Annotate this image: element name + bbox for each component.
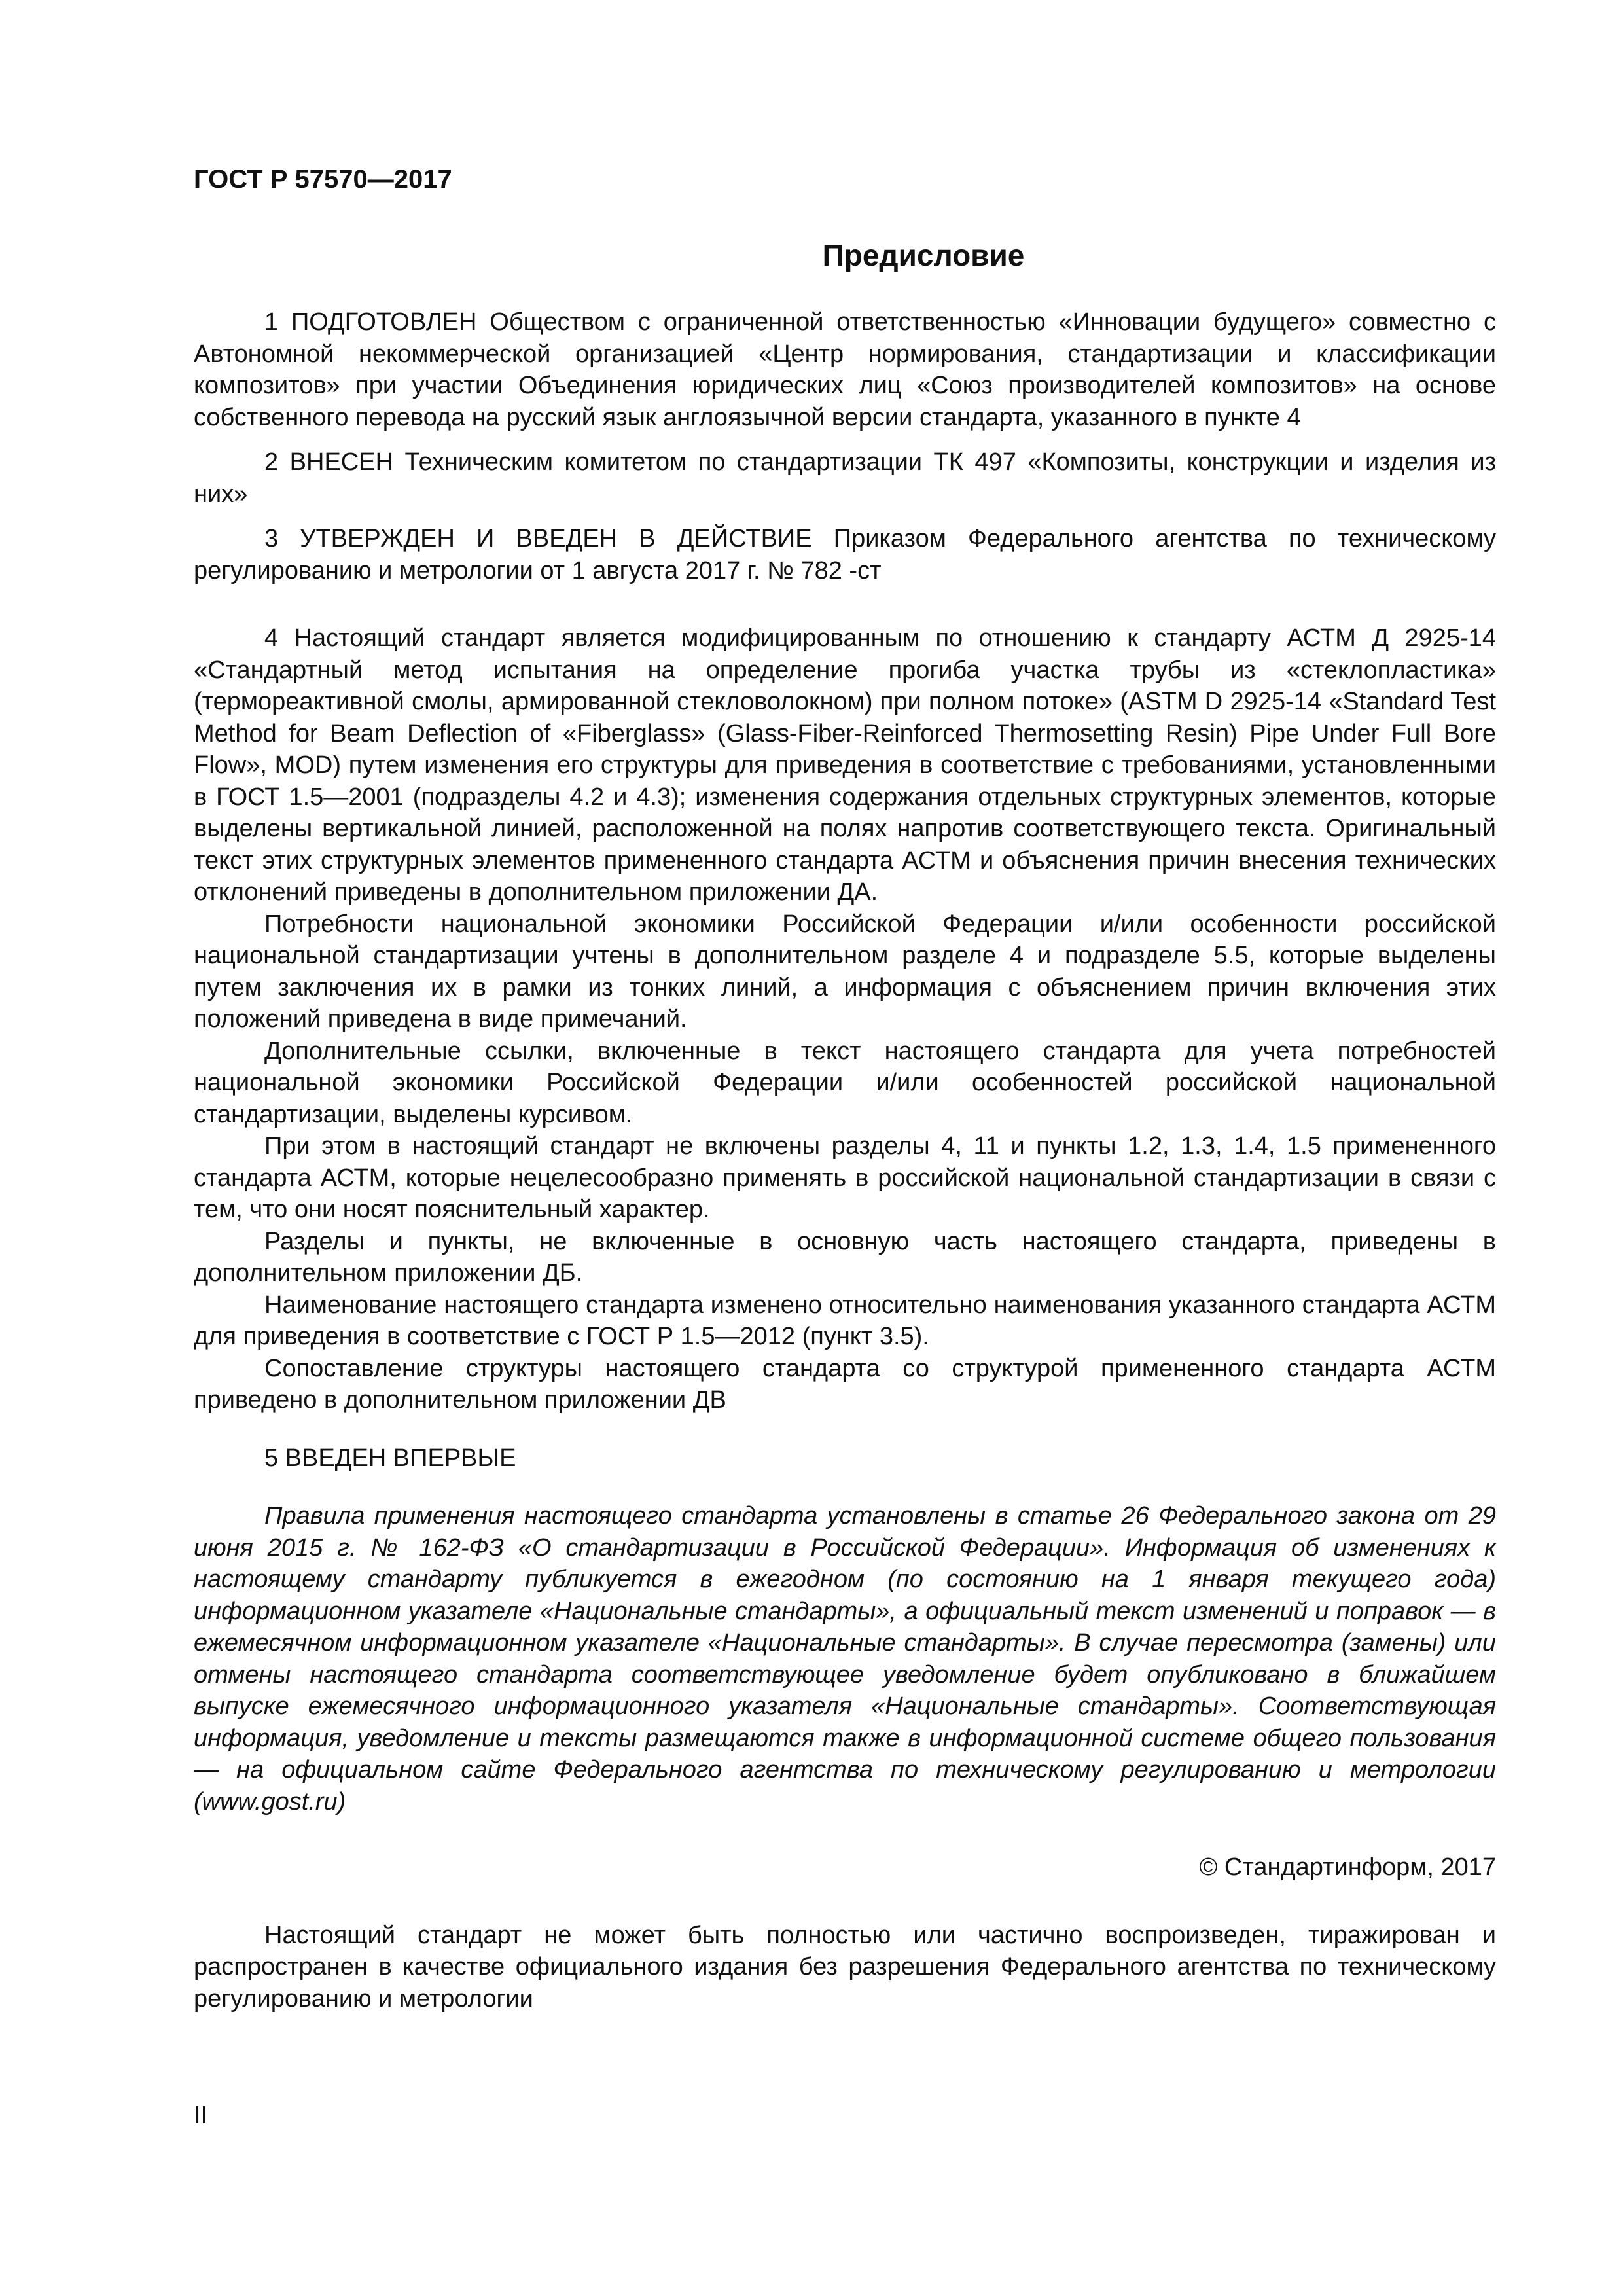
document-page [194, 164, 1496, 2015]
application-rules-notice: Правила применения настоящего стандарта установлены в статье 26 Федерального закона от 29 июня 2015 г. № 162-ФЗ «О стандартизации в Российской Федерации». Информация об изменениях к настоящему стандарту публикуется в ежегодном (по состоянию на 1 января текущего года) информационном указателе «Национальные стандарты», а официальный текст изменений и поправок — в ежемесячном информационном указателе «Национальные стандарты». В случае пересмотра (замены) или отмены настоящего стандарта соответствующее уведомление будет опубликовано в ближайшем выпуске ежемесячного информационного указателя «Национальные стандарты». Соответствующая информация, уведомление и тексты размещаются также в информационной системе общего пользования — на официальном сайте Федерального агентства по техническому регулированию и метрологии (www.gost.ru) [194, 1502, 1496, 1816]
section-4-paragraph: Дополнительные ссылки, включенные в текст настоящего стандарта для учета потребностей национальной экономики Российской Федерации и/или особенностей российской национальной стандартизации, выделены курсивом. [194, 1037, 1496, 1128]
section-4-paragraph: При этом в настоящий стандарт не включены разделы 4, 11 и пункты 1.2, 1.3, 1.4, 1.5 примененного стандарта АСТМ, которые нецелесообразно применять в российской национальной стандартизации в связи с тем, что они носят пояснительный характер. [194, 1132, 1496, 1223]
section-3-approved: 3 УТВЕРЖДЕН И ВВЕДЕН В ДЕЙСТВИЕ Приказом Федерального агентства по техническому регулированию и метрологии от 1 августа 2017 г. № 782 -ст [194, 525, 1496, 584]
section-4-paragraph: Наименование настоящего стандарта изменено относительно наименования указанного стандарта АСТМ для приведения в соответствие с ГОСТ Р 1.5—2012 (пункт 3.5). [194, 1291, 1496, 1350]
section-1-prepared: 1 ПОДГОТОВЛЕН Обществом с ограниченной ответственностью «Инновации будущего» совместно с Автономной некоммерческой организацией «Центр нормирования, стандартизации и классификации композитов» при участии Объединения юридических лиц «Союз производителей композитов» на основе собственного перевода на русский язык англоязычной версии стандарта, указанного в пункте 4 [194, 308, 1496, 431]
document-id: ГОСТ Р 57570—2017 [194, 165, 452, 194]
section-4-paragraph: Разделы и пункты, не включенные в основную часть настоящего стандарта, приведены в дополнительном приложении ДБ. [194, 1227, 1496, 1287]
page-title: Предисловие [822, 238, 1025, 272]
section-4-paragraph: 4 Настоящий стандарт является модифицированным по отношению к стандарту АСТМ Д 2925-14 «Стандартный метод испытания на определение прогиба участка трубы из «стеклопластика» (термореактивной смолы, армированной стекловолокном) при полном потоке» (ASTM D 2925-14 «Standard Test Method for Beam Deflection of «Fiberglass» (Glass-Fiber-Reinforced Thermosetting Resin) Pipe Under Full Bore Flow», MOD) путем изменения его структуры для приведения в соответствие с требованиями, установленными в ГОСТ 1.5—2001 (подразделы 4.2 и 4.3); изменения содержания отдельных структурных элементов, которые выделены вертикальной линией, расположенной на полях напротив соответствующего текста. Оригинальный текст этих структурных элементов примененного стандарта АСТМ и объяснения причин внесения технических отклонений приведены в дополнительном приложении ДА. [194, 624, 1496, 906]
section-4-paragraph: Сопоставление структуры настоящего стандарта со структурой примененного стандарта АСТМ приведено в дополнительном приложении ДВ [194, 1354, 1496, 1414]
section-5-first-introduced: 5 ВВЕДЕН ВПЕРВЫЕ [264, 1444, 516, 1472]
page-number: II [194, 2102, 208, 2129]
section-2-submitted: 2 ВНЕСЕН Техническим комитетом по стандартизации ТК 497 «Композиты, конструкции и изделия из них» [194, 448, 1496, 508]
copyright-notice: © Стандартинформ, 2017 [1199, 1854, 1496, 1881]
reproduction-notice: Настоящий стандарт не может быть полностью или частично воспроизведен, тиражирован и распространен в качестве официального издания без разрешения Федерального агентства по техническому регулированию и метрологии [194, 1921, 1496, 2013]
section-4-paragraph: Потребности национальной экономики Российской Федерации и/или особенности российской национальной стандартизации учтены в дополнительном разделе 4 и подразделе 5.5, которые выделены путем заключения их в рамки из тонких линий, а информация с объяснением причин включения этих положений приведена в виде примечаний. [194, 910, 1496, 1033]
